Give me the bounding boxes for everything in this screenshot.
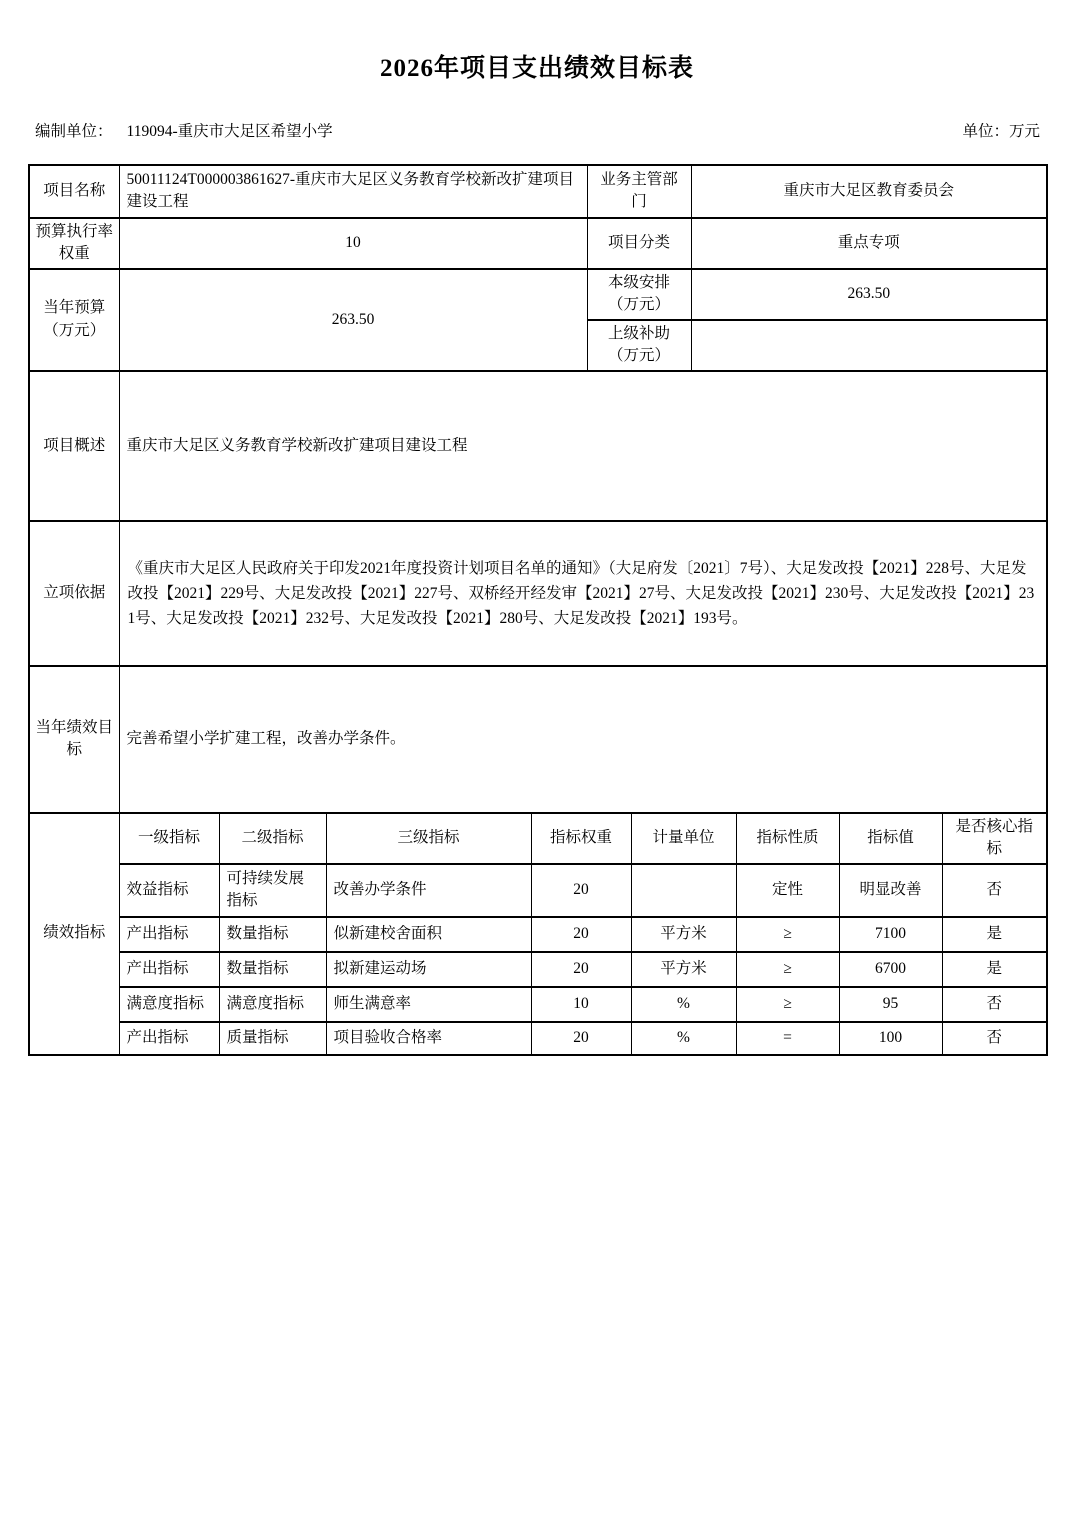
level3-cell: 似新建校舍面积	[326, 917, 531, 952]
value-cell: 95	[839, 987, 942, 1022]
basis-label: 立项依据	[29, 521, 119, 666]
prep-unit-value: 119094-重庆市大足区希望小学	[126, 123, 333, 140]
indicator-row	[29, 952, 1047, 987]
annual-goal-value: 完善希望小学扩建工程，改善办学条件。	[119, 666, 1047, 813]
prep-unit	[28, 122, 333, 142]
weight-cell: 20	[531, 1022, 631, 1055]
project-name-value: 50011124T000003861627-重庆市大足区义务教育学校新改扩建项目建设工程	[119, 165, 587, 218]
currency-unit-label: 单位：万元	[962, 123, 1040, 140]
unit-cell: 平方米	[631, 952, 736, 987]
unit-cell	[631, 864, 736, 917]
annual-goal-label: 当年绩效目标	[29, 666, 119, 813]
value-cell: 100	[839, 1022, 942, 1055]
level1-header: 一级指标	[119, 813, 219, 864]
performance-section-label: 绩效指标	[29, 813, 119, 1055]
indicator-row	[29, 987, 1047, 1022]
table-row	[29, 165, 1047, 218]
category-label: 项目分类	[587, 218, 691, 269]
meta-row	[28, 122, 1046, 142]
dept-label: 业务主管部门	[587, 165, 691, 218]
weight-header: 指标权重	[531, 813, 631, 864]
indicator-row	[29, 1022, 1047, 1055]
level3-cell: 拟新建运动场	[326, 952, 531, 987]
project-info-table	[28, 164, 1048, 814]
value-cell: 7100	[839, 917, 942, 952]
page-title: 2026年项目支出绩效目标表	[379, 55, 694, 82]
budget-rate-value: 10	[119, 218, 587, 269]
value-header: 指标值	[839, 813, 942, 864]
table-row	[29, 218, 1047, 269]
superior-subsidy-label: 上级补助（万元）	[587, 320, 691, 371]
nature-header: 指标性质	[736, 813, 839, 864]
weight-cell: 10	[531, 987, 631, 1022]
level1-cell: 效益指标	[119, 864, 219, 917]
value-cell: 明显改善	[839, 864, 942, 917]
weight-cell: 20	[531, 917, 631, 952]
level2-cell: 满意度指标	[219, 987, 326, 1022]
indicator-row	[29, 917, 1047, 952]
core-header: 是否核心指标	[942, 813, 1047, 864]
level2-cell: 可持续发展指标	[219, 864, 326, 917]
level1-cell: 产出指标	[119, 917, 219, 952]
nature-cell: ≥	[736, 987, 839, 1022]
performance-indicators-table	[28, 812, 1048, 1056]
nature-cell: 定性	[736, 864, 839, 917]
overview-label: 项目概述	[29, 371, 119, 521]
level1-cell: 满意度指标	[119, 987, 219, 1022]
level2-cell: 数量指标	[219, 917, 326, 952]
annual-budget-label: 当年预算（万元）	[29, 269, 119, 371]
nature-cell: ≥	[736, 952, 839, 987]
core-cell: 否	[942, 1022, 1047, 1055]
indicator-row	[29, 864, 1047, 917]
core-cell: 否	[942, 987, 1047, 1022]
category-value: 重点专项	[691, 218, 1047, 269]
weight-cell: 20	[531, 952, 631, 987]
core-cell: 是	[942, 952, 1047, 987]
annual-budget-value: 263.50	[119, 269, 587, 371]
indicator-header-row	[29, 813, 1047, 864]
table-row	[29, 371, 1047, 521]
level3-cell: 师生满意率	[326, 987, 531, 1022]
level3-cell: 改善办学条件	[326, 864, 531, 917]
level1-cell: 产出指标	[119, 1022, 219, 1055]
unit-cell: 平方米	[631, 917, 736, 952]
superior-subsidy-value	[691, 320, 1047, 371]
level2-cell: 数量指标	[219, 952, 326, 987]
budget-rate-label: 预算执行率权重	[29, 218, 119, 269]
table-row	[29, 269, 1047, 320]
basis-value: 《重庆市大足区人民政府关于印发2021年度投资计划项目名单的通知》（大足府发〔2021〕7号）、大足发改投【2021】228号、大足发改投【2021】229号、大足发改投【2021】227号、双桥经开经发审【2021】27号、大足发改投【2021】230号、大足发改投【2021】231号、大足发改投【2021】232号、大足发改投【2021】280号、大足发改投【2021】193号。	[119, 521, 1047, 666]
local-arrangement-label: 本级安排（万元）	[587, 269, 691, 320]
local-arrangement-value: 263.50	[691, 269, 1047, 320]
level1-cell: 产出指标	[119, 952, 219, 987]
level2-header: 二级指标	[219, 813, 326, 864]
value-cell: 6700	[839, 952, 942, 987]
unit-cell: %	[631, 1022, 736, 1055]
core-cell: 否	[942, 864, 1047, 917]
unit-cell: %	[631, 987, 736, 1022]
project-name-label: 项目名称	[29, 165, 119, 218]
core-cell: 是	[942, 917, 1047, 952]
level3-header: 三级指标	[326, 813, 531, 864]
nature-cell: ≥	[736, 917, 839, 952]
table-row	[29, 521, 1047, 666]
table-row	[29, 666, 1047, 813]
prep-unit-label: 编制单位：	[35, 123, 113, 140]
overview-value: 重庆市大足区义务教育学校新改扩建项目建设工程	[119, 371, 1047, 521]
unit-header: 计量单位	[631, 813, 736, 864]
level2-cell: 质量指标	[219, 1022, 326, 1055]
nature-cell: =	[736, 1022, 839, 1055]
level3-cell: 项目验收合格率	[326, 1022, 531, 1055]
dept-value: 重庆市大足区教育委员会	[691, 165, 1047, 218]
weight-cell: 20	[531, 864, 631, 917]
